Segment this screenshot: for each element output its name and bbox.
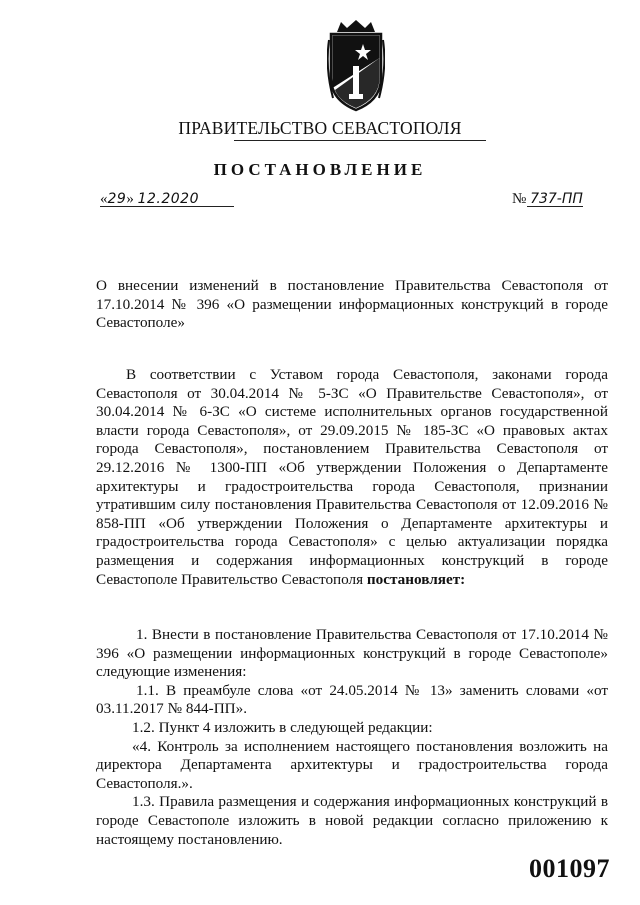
government-name: ПРАВИТЕЛЬСТВО СЕВАСТОПОЛЯ [178,118,462,138]
resolution-items [96,626,608,849]
date-month-year: 12.2020 [137,191,199,207]
preamble [96,366,608,589]
number-sign: № [512,191,531,207]
date-close-quote: » [126,191,138,207]
number-underline [527,206,583,207]
item-1-2-text: «4. Контроль за исполнением настоящего постановления возложить на директора Департамента архитектуры и градостроительства города Севастополя.». [96,737,608,792]
item-1-3: 1.3. Правила размещения и содержания информационных конструкций в городе Севастополе изложить в новой редакции согласно приложению к настоящему постановлению. [96,793,608,848]
preamble-resolution-word: постановляет: [366,570,466,588]
item-1: 1. Внести в постановление Правительства Севастополя от 17.10.2014 № 396 «О размещении информационных конструкций в городе Севастополе» следующие изменения: [96,626,608,681]
item-1-2: 1.2. Пункт 4 изложить в следующей редакции: [132,718,433,736]
item-1-1: 1.1. В преамбуле слова «от 24.05.2014 № 13» заменить словами «от 03.11.2017 № 844-ПП». [96,681,608,718]
date-day: 29 [107,191,127,207]
serial-number: 001097 [529,854,610,883]
coat-of-arms-emblem [327,18,385,114]
date-open-quote: « [100,191,108,207]
document-title: О внесении изменений в постановление Правительства Севастополя от 17.10.2014 № 396 «О размещении информационных конструкций в городе Севастополе» [96,277,608,332]
header-divider [234,140,486,141]
preamble-text: В соответствии с Уставом города Севастополя, законами города Севастополя от 30.04.2014 № 5-ЗС «О Правительстве Севастополя», от 30.04.2014 № 6-ЗС «О системе исполнительных органов государственной власти города Севастополя», от 29.09.2015 № 185-ЗС «О правовых актах города Севастополя», постановлением Правительства Севастополя от 29.12.2016 № 1300-ПП «Об утверждении Положения о Департаменте архитектуры и градостроительства города Севастополя, признании утратившим силу постановления Правительства Севастополя от 12.09.2016 № 858-ПП «Об утверждении Положения о Департаменте архитектуры и градостроительства города Севастополя» с целью актуализации порядка размещения и содержания информационных конструкций в городе Севастополе Правительство Севастополя [96,366,608,588]
number-value: 737-ПП [530,191,583,207]
document-type: ПОСТАНОВЛЕНИЕ [213,160,427,179]
date-underline [100,206,234,207]
